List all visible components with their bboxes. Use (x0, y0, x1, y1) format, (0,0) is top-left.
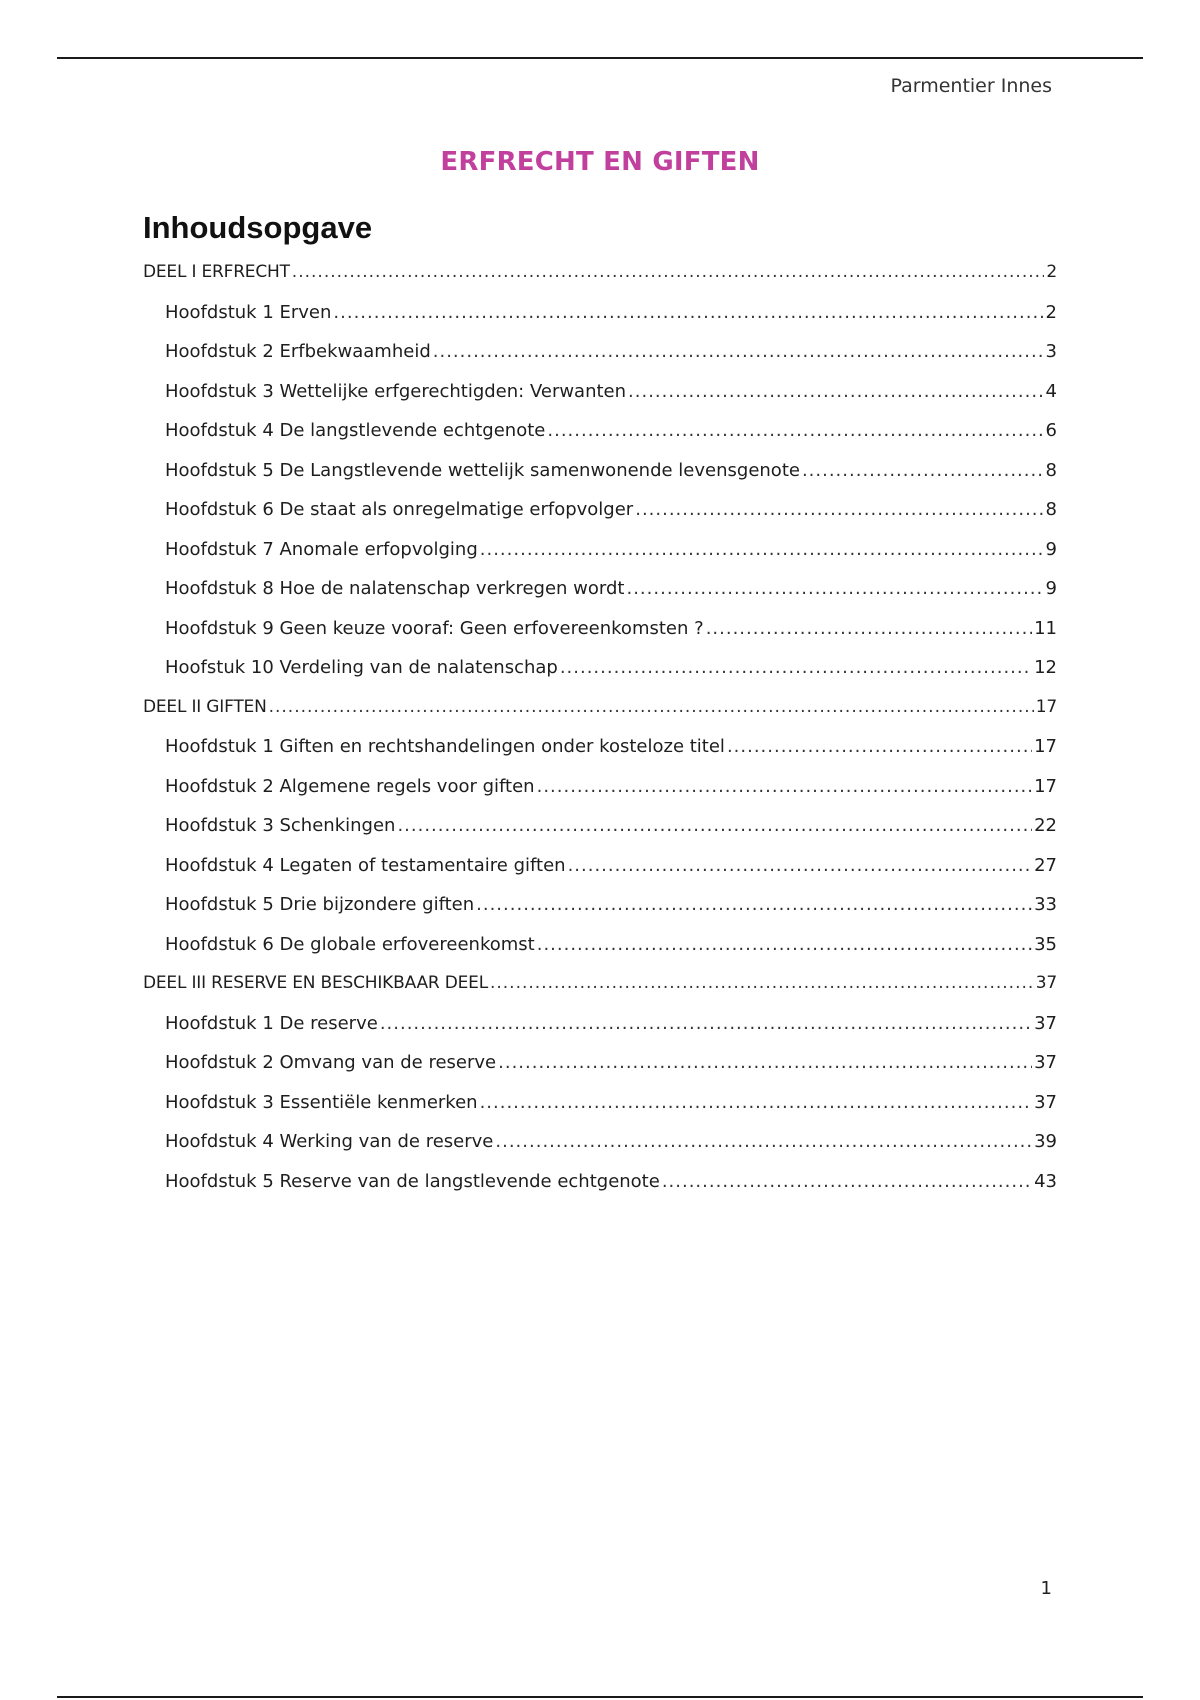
toc-dot-leader (495, 1131, 1032, 1152)
toc-dot-leader (292, 262, 1045, 282)
toc-dot-leader (547, 420, 1043, 441)
toc-entry-title: DEEL III RESERVE EN BESCHIKBAAR DEEL (143, 973, 488, 993)
toc-entry-title: Hoofdstuk 9 Geen keuze vooraf: Geen erfovereenkomsten ? (165, 617, 704, 639)
toc-chapter-entry[interactable] (143, 855, 1057, 895)
toc-dot-leader (662, 1171, 1032, 1192)
toc-dot-leader (433, 341, 1044, 362)
toc-chapter-entry[interactable] (143, 499, 1057, 539)
toc-dot-leader (626, 578, 1043, 599)
toc-entry-title: Hoofdstuk 4 De langstlevende echtgenote (165, 420, 546, 441)
toc-entry-page-number: 37 (1034, 1091, 1057, 1113)
toc-entry-page-number: 37 (1034, 1052, 1057, 1073)
toc-entry-title: Hoofdstuk 3 Schenkingen (165, 815, 396, 836)
toc-chapter-entry[interactable] (143, 776, 1057, 816)
toc-entry-page-number: 2 (1045, 301, 1057, 323)
table-of-contents (143, 262, 1057, 1210)
toc-entry-page-number: 22 (1034, 815, 1057, 836)
header-author: Parmentier Innes (890, 75, 1052, 97)
toc-dot-leader (480, 1092, 1033, 1113)
toc-chapter-entry[interactable] (143, 618, 1057, 658)
toc-entry-page-number: 43 (1034, 1170, 1057, 1192)
toc-part-entry[interactable] (143, 262, 1057, 302)
toc-dot-leader (560, 657, 1032, 678)
toc-entry-page-number: 39 (1034, 1131, 1057, 1152)
toc-entry-page-number: 11 (1034, 617, 1057, 639)
toc-chapter-entry[interactable] (143, 341, 1057, 381)
toc-entry-title: Hoofdstuk 1 Erven (165, 301, 332, 323)
toc-entry-page-number: 17 (1034, 736, 1057, 757)
toc-dot-leader (269, 697, 1034, 717)
toc-entry-title: Hoofdstuk 4 Legaten of testamentaire giften (165, 854, 566, 876)
toc-part-entry[interactable] (143, 697, 1057, 737)
toc-dot-leader (333, 302, 1043, 323)
toc-chapter-entry[interactable] (143, 578, 1057, 618)
toc-entry-page-number: 17 (1035, 696, 1057, 717)
toc-entry-title: Hoofdstuk 3 Essentiële kenmerken (165, 1091, 478, 1113)
toc-entry-page-number: 6 (1045, 420, 1057, 441)
toc-entry-page-number: 8 (1045, 459, 1057, 481)
toc-dot-leader (397, 815, 1032, 836)
toc-entry-title: Hoofdstuk 8 Hoe de nalatenschap verkregen wordt (165, 578, 625, 599)
toc-chapter-entry[interactable] (143, 539, 1057, 579)
toc-chapter-entry[interactable] (143, 815, 1057, 855)
page-number: 1 (1040, 1578, 1052, 1599)
toc-entry-title: Hoofdstuk 1 Giften en rechtshandelingen onder kosteloze titel (165, 736, 725, 757)
document-title: ERFRECHT EN GIFTEN (440, 147, 760, 177)
toc-entry-page-number: 8 (1045, 499, 1057, 520)
toc-entry-page-number: 12 (1034, 657, 1057, 678)
toc-dot-leader (480, 539, 1044, 560)
toc-entry-title: Hoofstuk 10 Verdeling van de nalatenschap (165, 657, 558, 678)
toc-entry-page-number: 9 (1045, 538, 1057, 560)
toc-chapter-entry[interactable] (143, 894, 1057, 934)
toc-chapter-entry[interactable] (143, 934, 1057, 974)
toc-entry-page-number: 33 (1034, 894, 1057, 915)
toc-entry-title: Hoofdstuk 5 Reserve van de langstlevende echtgenote (165, 1170, 660, 1192)
toc-dot-leader (727, 736, 1032, 757)
toc-dot-leader (490, 973, 1034, 993)
toc-entry-page-number: 2 (1046, 262, 1057, 282)
toc-dot-leader (537, 776, 1033, 797)
toc-entry-page-number: 37 (1035, 973, 1057, 993)
toc-dot-leader (568, 855, 1033, 876)
toc-entry-page-number: 17 (1034, 775, 1057, 797)
toc-dot-leader (476, 894, 1032, 915)
toc-entry-page-number: 4 (1045, 380, 1057, 402)
toc-entry-title: Hoofdstuk 5 Drie bijzondere giften (165, 894, 475, 915)
toc-entry-page-number: 3 (1045, 341, 1057, 362)
toc-chapter-entry[interactable] (143, 1013, 1057, 1053)
toc-entry-title: DEEL II GIFTEN (143, 696, 267, 717)
toc-entry-title: Hoofdstuk 2 Algemene regels voor giften (165, 775, 535, 797)
toc-dot-leader (380, 1013, 1032, 1034)
header-rule (57, 57, 1143, 59)
toc-entry-title: Hoofdstuk 6 De staat als onregelmatige erfopvolger (165, 499, 634, 520)
toc-chapter-entry[interactable] (143, 302, 1057, 342)
toc-dot-leader (706, 618, 1032, 639)
toc-entry-title: Hoofdstuk 6 De globale erfovereenkomst (165, 933, 535, 955)
toc-dot-leader (498, 1052, 1032, 1073)
toc-chapter-entry[interactable] (143, 460, 1057, 500)
toc-entry-title: Hoofdstuk 1 De reserve (165, 1012, 378, 1034)
toc-chapter-entry[interactable] (143, 1171, 1057, 1211)
toc-chapter-entry[interactable] (143, 381, 1057, 421)
toc-entry-title: DEEL I ERFRECHT (143, 262, 290, 282)
toc-entry-page-number: 27 (1034, 854, 1057, 876)
toc-chapter-entry[interactable] (143, 1052, 1057, 1092)
toc-entry-title: Hoofdstuk 2 Erfbekwaamheid (165, 341, 431, 362)
toc-entry-title: Hoofdstuk 7 Anomale erfopvolging (165, 538, 478, 560)
toc-chapter-entry[interactable] (143, 1092, 1057, 1132)
toc-chapter-entry[interactable] (143, 657, 1057, 697)
toc-dot-leader (537, 934, 1032, 955)
toc-chapter-entry[interactable] (143, 736, 1057, 776)
footer-rule (57, 1696, 1143, 1698)
toc-heading: Inhoudsopgave (143, 210, 373, 245)
toc-entry-page-number: 35 (1034, 933, 1057, 955)
toc-dot-leader (802, 460, 1044, 481)
toc-entry-page-number: 9 (1045, 578, 1057, 599)
toc-dot-leader (635, 499, 1043, 520)
toc-dot-leader (628, 381, 1044, 402)
toc-entry-title: Hoofdstuk 5 De Langstlevende wettelijk samenwonende levensgenote (165, 459, 800, 481)
toc-entry-page-number: 37 (1034, 1012, 1057, 1034)
toc-entry-title: Hoofdstuk 2 Omvang van de reserve (165, 1052, 497, 1073)
toc-chapter-entry[interactable] (143, 1131, 1057, 1171)
toc-entry-title: Hoofdstuk 3 Wettelijke erfgerechtigden: Verwanten (165, 380, 627, 402)
toc-part-entry[interactable] (143, 973, 1057, 1013)
toc-entry-title: Hoofdstuk 4 Werking van de reserve (165, 1131, 494, 1152)
toc-chapter-entry[interactable] (143, 420, 1057, 460)
